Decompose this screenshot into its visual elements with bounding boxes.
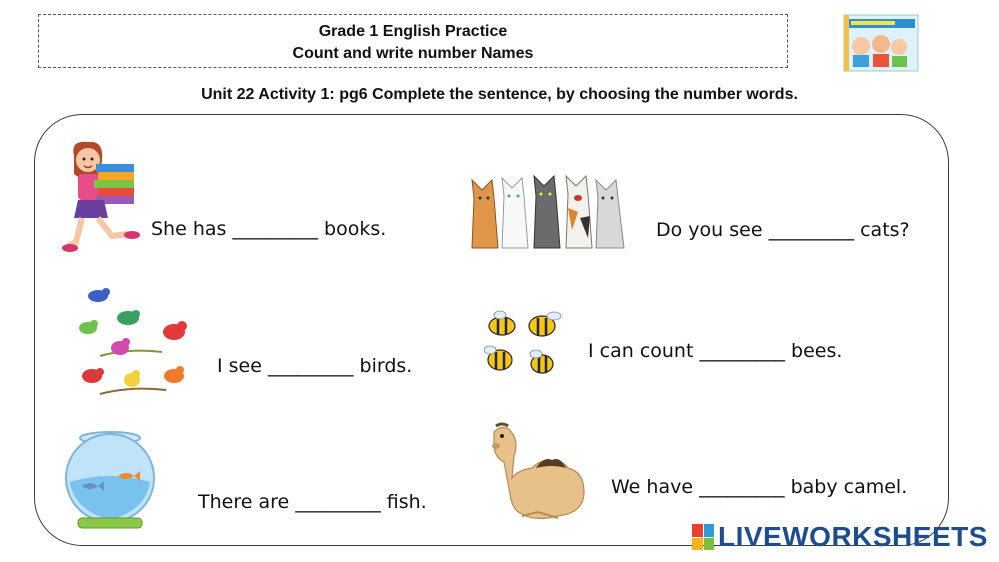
sentence-prefix: We have <box>611 476 700 498</box>
sentence-birds <box>217 355 412 377</box>
answer-blank-cats[interactable]: _________ <box>768 219 855 241</box>
book-cover-image <box>843 14 919 72</box>
sentence-prefix: I can count <box>588 340 700 362</box>
sentence-fish <box>198 491 427 513</box>
baby-camel-image <box>488 422 592 524</box>
four-bees-image <box>484 306 566 380</box>
sentence-prefix: She has <box>151 218 233 240</box>
sentence-suffix: baby camel. <box>784 476 908 498</box>
seven-birds-image <box>70 282 196 408</box>
sentence-bees <box>588 340 842 362</box>
sentence-suffix: books. <box>317 218 387 240</box>
instruction-text: Unit 22 Activity 1: pg6 Complete the sentence, by choosing the number words. <box>201 86 798 103</box>
sentence-suffix: birds. <box>353 355 413 377</box>
sentence-suffix: bees. <box>784 340 843 362</box>
answer-blank-bees[interactable]: _________ <box>699 340 785 362</box>
logo-mark-icon <box>692 524 714 550</box>
answer-blank-camel[interactable]: _________ <box>699 476 785 498</box>
header-box <box>38 14 788 68</box>
girl-with-books-image <box>60 138 142 256</box>
sentence-suffix: fish. <box>380 491 427 513</box>
sentence-camel <box>611 476 907 498</box>
fishbowl-image <box>62 430 160 532</box>
answer-blank-fish[interactable]: _________ <box>295 491 381 513</box>
answer-blank-books[interactable]: _________ <box>232 218 318 240</box>
worksheet-title: Grade 1 English Practice <box>318 23 508 40</box>
liveworksheets-logo <box>692 521 988 553</box>
five-cats-image <box>468 168 628 250</box>
answer-blank-birds[interactable]: _________ <box>267 355 354 377</box>
sentence-suffix: cats? <box>854 219 910 241</box>
sentence-books <box>151 218 386 240</box>
sentence-prefix: I see <box>217 355 268 377</box>
sentence-prefix: Do you see <box>656 219 769 241</box>
worksheet-subtitle: Count and write number Names <box>292 45 534 62</box>
sentence-prefix: There are <box>198 491 296 513</box>
sentence-cats <box>656 219 910 241</box>
logo-text: LIVEWORKSHEETS <box>718 521 988 552</box>
